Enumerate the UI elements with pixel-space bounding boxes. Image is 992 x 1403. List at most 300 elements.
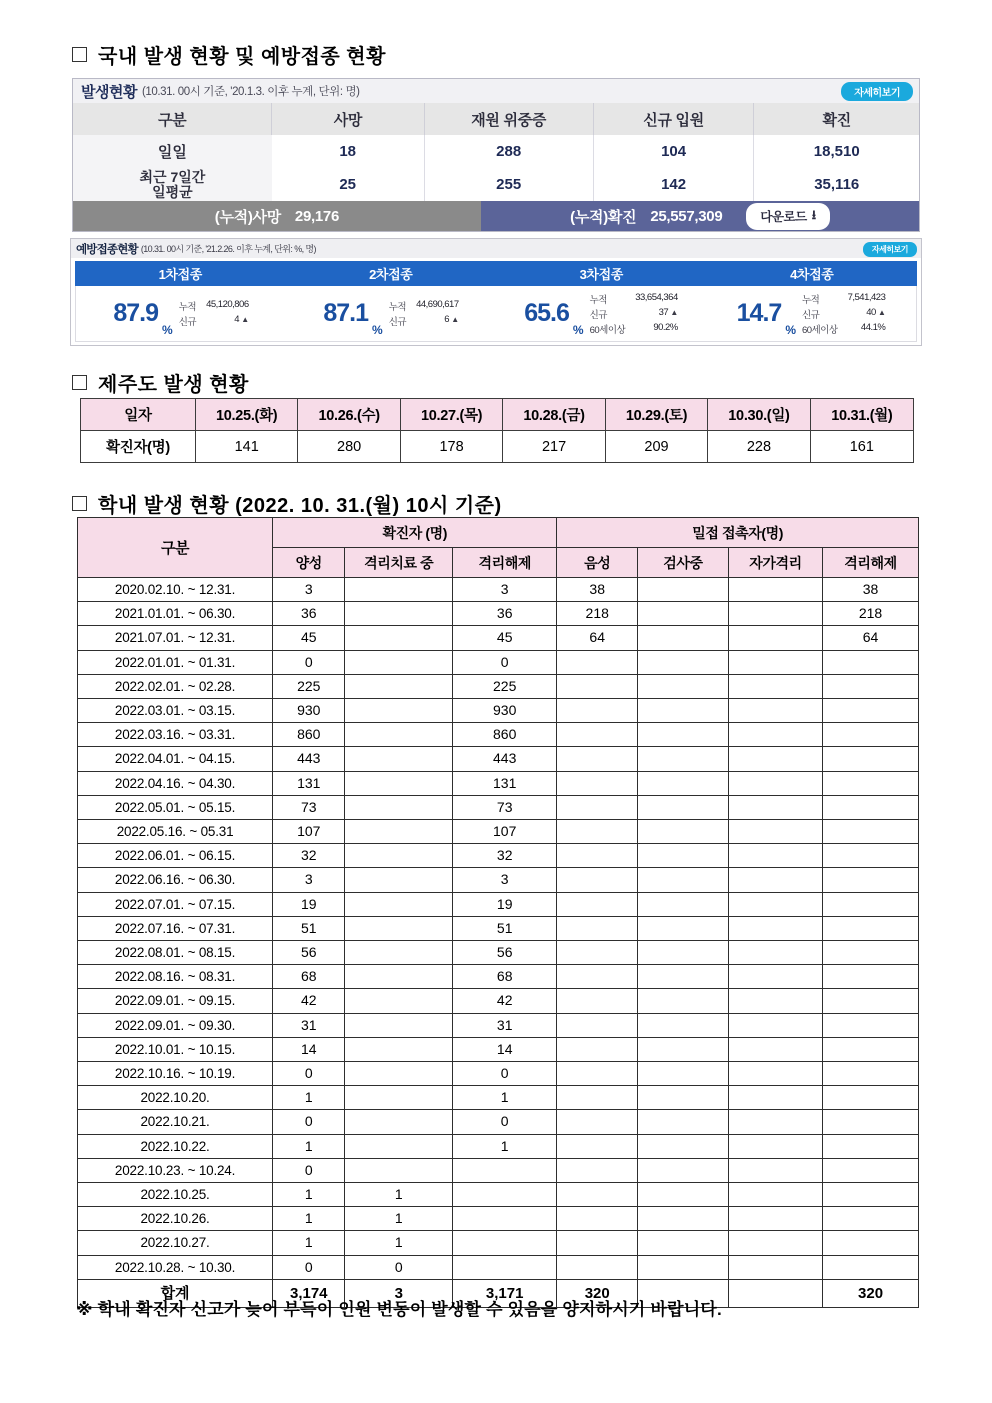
campus-row-positive: 0 (273, 1255, 345, 1279)
vaccination-dose-3-cell (496, 286, 706, 341)
campus-row-positive: 45 (273, 626, 345, 650)
table-row (78, 602, 919, 626)
campus-row-self-quarantine (728, 1158, 822, 1182)
occurrence-row-weekavg-label (73, 168, 272, 201)
campus-row-released: 3 (453, 868, 557, 892)
section-heading-campus-label: 학내 발생 현황 (2022. 10. 31.(월) 10시 기준) (98, 495, 502, 517)
table-row (78, 626, 919, 650)
campus-row-contact-released (823, 868, 919, 892)
vaccination-dose-3-over60-label: 60세이상 (589, 324, 626, 336)
campus-row-positive: 3 (273, 578, 345, 602)
campus-row-testing (638, 868, 729, 892)
campus-row-negative (557, 916, 638, 940)
campus-row-in-treatment (345, 844, 453, 868)
campus-row-negative (557, 674, 638, 698)
campus-row-testing (638, 1158, 729, 1182)
table-row (78, 989, 919, 1013)
campus-row-in-treatment (345, 650, 453, 674)
campus-row-released (453, 1183, 557, 1207)
occurrence-table (73, 103, 919, 201)
table-row (78, 820, 919, 844)
campus-row-contact-released (823, 1110, 919, 1134)
campus-row-positive: 1 (273, 1134, 345, 1158)
campus-row-period: 2021.07.01. ~ 12.31. (78, 626, 273, 650)
table-row (78, 1207, 919, 1231)
campus-col-self-quarantine: 자가격리 (728, 548, 822, 578)
campus-row-positive: 930 (273, 699, 345, 723)
vaccination-dose-header-row (75, 261, 917, 286)
campus-row-period: 2022.03.01. ~ 03.15. (78, 699, 273, 723)
campus-row-positive: 19 (273, 892, 345, 916)
campus-row-released: 3 (453, 578, 557, 602)
table-row (78, 674, 919, 698)
campus-total-negative: 320 (557, 1279, 638, 1307)
section-heading-jeju-label: 제주도 발생 현황 (98, 374, 249, 396)
campus-row-released: 225 (453, 674, 557, 698)
campus-row-self-quarantine (728, 965, 822, 989)
campus-row-in-treatment (345, 989, 453, 1013)
campus-row-self-quarantine (728, 1134, 822, 1158)
campus-row-period: 2022.10.22. (78, 1134, 273, 1158)
download-button[interactable] (746, 203, 829, 230)
campus-row-testing (638, 1183, 729, 1207)
campus-row-period: 2022.10.25. (78, 1183, 273, 1207)
occurrence-row-weekavg-label-line2: 일평균 (152, 183, 193, 200)
campus-row-negative (557, 795, 638, 819)
campus-row-contact-released: 218 (823, 602, 919, 626)
campus-row-period: 2022.06.16. ~ 06.30. (78, 868, 273, 892)
campus-row-released: 14 (453, 1037, 557, 1061)
campus-row-positive: 0 (273, 1110, 345, 1134)
campus-row-contact-released (823, 844, 919, 868)
table-row (78, 941, 919, 965)
campus-row-testing (638, 1013, 729, 1037)
campus-total-self-quarantine (728, 1279, 822, 1307)
campus-row-testing (638, 578, 729, 602)
campus-row-released: 32 (453, 844, 557, 868)
vaccination-dose-4-new-value: 40 ▲ (866, 306, 886, 318)
table-row (78, 1158, 919, 1182)
campus-row-released: 68 (453, 965, 557, 989)
campus-col-in-treatment: 격리치료 중 (345, 548, 453, 578)
occurrence-row-weekavg-label-line1: 최근 7일간 (139, 168, 206, 185)
up-triangle-icon: ▲ (241, 315, 249, 324)
campus-row-negative (557, 1231, 638, 1255)
campus-row-self-quarantine (728, 1183, 822, 1207)
vaccination-dose-3-cumulative-label: 누적 (589, 294, 607, 306)
campus-row-positive: 31 (273, 1013, 345, 1037)
cumulative-death-value: 29,176 (294, 207, 339, 225)
campus-row-self-quarantine (728, 892, 822, 916)
vaccination-dose-3-header: 3차접종 (579, 267, 623, 282)
campus-row-negative: 64 (557, 626, 638, 650)
campus-row-positive: 42 (273, 989, 345, 1013)
campus-row-period: 2022.10.16. ~ 10.19. (78, 1062, 273, 1086)
campus-row-released: 56 (453, 941, 557, 965)
vaccination-dose-4-over60-label: 60세이상 (801, 324, 838, 336)
jeju-date-1: 10.26.(수) (298, 399, 400, 431)
campus-row-in-treatment (345, 771, 453, 795)
campus-row-self-quarantine (728, 1110, 822, 1134)
campus-row-negative (557, 820, 638, 844)
campus-row-testing (638, 1062, 729, 1086)
campus-row-contact-released (823, 916, 919, 940)
vaccination-dose-2-cumulative-value: 44,690,617 (416, 299, 459, 310)
jeju-count-5: 228 (708, 431, 810, 463)
occurrence-footer (73, 201, 919, 231)
campus-row-period: 2022.10.20. (78, 1086, 273, 1110)
campus-row-testing (638, 844, 729, 868)
campus-row-contact-released (823, 1207, 919, 1231)
campus-row-testing (638, 1207, 729, 1231)
occurrence-row-weekavg-death: 25 (272, 168, 424, 201)
occurrence-row-daily-admitted: 104 (593, 135, 754, 168)
campus-row-period: 2022.04.16. ~ 04.30. (78, 771, 273, 795)
vaccination-dose-2-pct: 87.1 (323, 299, 369, 327)
cumulative-confirmed-block (481, 201, 919, 231)
campus-row-testing (638, 965, 729, 989)
campus-row-self-quarantine (728, 771, 822, 795)
jeju-date-row (81, 399, 914, 431)
occurrence-col-confirmed: 확진 (754, 103, 919, 135)
campus-row-self-quarantine (728, 1037, 822, 1061)
campus-row-positive: 68 (273, 965, 345, 989)
campus-row-negative (557, 1062, 638, 1086)
vaccination-dose-2-pct-sign: % (372, 323, 383, 337)
vaccination-dose-1-stats (179, 299, 249, 328)
campus-row-testing (638, 626, 729, 650)
table-row (78, 578, 919, 602)
campus-row-contact-released (823, 1134, 919, 1158)
campus-row-in-treatment (345, 1086, 453, 1110)
campus-row-in-treatment: 0 (345, 1255, 453, 1279)
table-row (78, 1013, 919, 1037)
campus-row-in-treatment (345, 965, 453, 989)
campus-row-positive: 1 (273, 1086, 345, 1110)
campus-row-negative (557, 771, 638, 795)
campus-row-negative (557, 1134, 638, 1158)
vaccination-dose-1-pct: 87.9 (113, 299, 159, 327)
vaccination-dose-2-stats (389, 299, 459, 328)
vaccination-titlebar (71, 239, 921, 258)
table-row (78, 1062, 919, 1086)
campus-row-self-quarantine (728, 578, 822, 602)
table-row (78, 868, 919, 892)
jeju-date-4: 10.29.(토) (605, 399, 707, 431)
vaccination-dose-3-new-value: 37 ▲ (658, 306, 678, 318)
section-heading-campus (72, 489, 502, 518)
occurrence-row-weekavg-confirmed: 35,116 (754, 168, 919, 201)
campus-total-released: 3,171 (453, 1279, 557, 1307)
campus-row-negative (557, 1207, 638, 1231)
campus-row-period: 2022.09.01. ~ 09.30. (78, 1013, 273, 1037)
campus-row-period: 2022.10.23. ~ 10.24. (78, 1158, 273, 1182)
jeju-date-3: 10.28.(금) (503, 399, 605, 431)
campus-row-period: 2022.10.21. (78, 1110, 273, 1134)
jeju-count-3: 217 (503, 431, 605, 463)
occurrence-row-daily-severe: 288 (424, 135, 593, 168)
campus-row-contact-released (823, 1062, 919, 1086)
jeju-status-table (80, 398, 914, 463)
campus-row-positive: 225 (273, 674, 345, 698)
up-triangle-icon: ▲ (451, 315, 459, 324)
campus-row-in-treatment (345, 602, 453, 626)
campus-col-released: 격리해제 (453, 548, 557, 578)
table-row (78, 771, 919, 795)
jeju-date-2: 10.27.(목) (400, 399, 502, 431)
campus-row-positive: 36 (273, 602, 345, 626)
campus-row-period: 2022.05.01. ~ 05.15. (78, 795, 273, 819)
vaccination-dose-3-stats (590, 292, 678, 336)
footnote: ※ 학내 확진자 신고가 늦어 부득이 인원 변동이 발생할 수 있음을 양지하시기 바랍니다. (76, 1300, 722, 1319)
campus-row-positive: 1 (273, 1207, 345, 1231)
vaccination-dose-3-new-label: 신규 (589, 309, 607, 321)
campus-row-contact-released (823, 771, 919, 795)
campus-total-positive: 3,174 (273, 1279, 345, 1307)
download-icon: ⭳ (811, 207, 816, 222)
table-row (78, 1134, 919, 1158)
campus-row-released: 45 (453, 626, 557, 650)
campus-row-negative (557, 1013, 638, 1037)
campus-row-in-treatment (345, 747, 453, 771)
campus-col-testing: 검사중 (638, 548, 729, 578)
campus-row-positive: 0 (273, 1062, 345, 1086)
campus-row-contact-released (823, 965, 919, 989)
campus-row-released: 131 (453, 771, 557, 795)
vaccination-dose-1-header: 1차접종 (158, 267, 202, 282)
vaccination-dose-3-cumulative-value: 33,654,364 (635, 291, 678, 303)
occurrence-col-death: 사망 (272, 103, 424, 135)
vaccination-dose-4-new-label: 신규 (801, 309, 820, 321)
vaccination-dose-2-cumulative-label: 누적 (388, 302, 407, 313)
campus-row-negative (557, 844, 638, 868)
campus-row-released: 42 (453, 989, 557, 1013)
jeju-count-6: 161 (810, 431, 913, 463)
campus-row-testing (638, 892, 729, 916)
campus-row-contact-released (823, 989, 919, 1013)
campus-row-contact-released: 64 (823, 626, 919, 650)
occurrence-col-admitted: 신규 입원 (593, 103, 754, 135)
campus-row-period: 2022.05.16. ~ 05.31 (78, 820, 273, 844)
campus-row-in-treatment (345, 1110, 453, 1134)
campus-row-in-treatment (345, 916, 453, 940)
occurrence-row-daily-death: 18 (272, 135, 424, 168)
vaccination-subtitle: (10.31. 00시 기준, '21.2.26. 이후 누계, 단위: %, 명) (140, 244, 316, 254)
campus-row-negative (557, 989, 638, 1013)
campus-row-period: 2022.10.01. ~ 10.15. (78, 1037, 273, 1061)
campus-row-contact-released (823, 892, 919, 916)
vaccination-dose-1-cumulative-value: 45,120,806 (206, 299, 249, 310)
vaccination-dose-2-header: 2차접종 (369, 267, 413, 282)
up-triangle-icon: ▲ (877, 307, 886, 317)
campus-row-positive: 32 (273, 844, 345, 868)
campus-row-released (453, 1255, 557, 1279)
campus-row-released: 1 (453, 1134, 557, 1158)
campus-row-negative (557, 892, 638, 916)
campus-row-period: 2022.06.01. ~ 06.15. (78, 844, 273, 868)
vaccination-dose-4-cell (706, 286, 916, 341)
campus-row-contact-released (823, 941, 919, 965)
campus-row-testing (638, 916, 729, 940)
vaccination-dose-4-over60-value: 44.1% (860, 321, 886, 333)
campus-row-contact-released (823, 650, 919, 674)
campus-row-released: 73 (453, 795, 557, 819)
table-row (78, 1110, 919, 1134)
campus-row-period: 2022.10.27. (78, 1231, 273, 1255)
campus-row-negative (557, 1183, 638, 1207)
campus-row-testing (638, 699, 729, 723)
campus-row-self-quarantine (728, 795, 822, 819)
campus-row-released: 19 (453, 892, 557, 916)
campus-total-in-treatment: 3 (345, 1279, 453, 1307)
vaccination-dose-4-cumulative-label: 누적 (801, 294, 820, 306)
campus-row-self-quarantine (728, 699, 822, 723)
campus-row-in-treatment (345, 1158, 453, 1182)
vaccination-dose-1-cumulative-label: 누적 (178, 302, 197, 313)
campus-row-released: 0 (453, 650, 557, 674)
vaccination-dose-1-pct-sign: % (162, 323, 173, 337)
campus-row-in-treatment (345, 795, 453, 819)
campus-row-testing (638, 941, 729, 965)
campus-table-body (78, 578, 919, 1308)
jeju-row-header-count: 확진자(명) (81, 431, 196, 463)
campus-row-released (453, 1207, 557, 1231)
campus-row-testing (638, 771, 729, 795)
campus-row-released: 107 (453, 820, 557, 844)
vaccination-dose-body-row (75, 286, 917, 342)
campus-row-period: 2022.08.16. ~ 08.31. (78, 965, 273, 989)
occurrence-row-weekavg-severe: 255 (424, 168, 593, 201)
campus-row-contact-released (823, 795, 919, 819)
campus-row-released: 860 (453, 723, 557, 747)
campus-row-self-quarantine (728, 674, 822, 698)
campus-row-in-treatment (345, 626, 453, 650)
jeju-date-5: 10.30.(일) (708, 399, 810, 431)
checkbox-icon (72, 375, 87, 390)
vaccination-dose-1-new-label: 신규 (178, 317, 197, 328)
campus-row-self-quarantine (728, 941, 822, 965)
campus-row-testing (638, 723, 729, 747)
campus-row-testing (638, 820, 729, 844)
campus-row-negative (557, 723, 638, 747)
campus-row-released: 31 (453, 1013, 557, 1037)
table-row (78, 1255, 919, 1279)
vaccination-status-widget (70, 238, 922, 346)
campus-row-period: 2022.02.01. ~ 02.28. (78, 674, 273, 698)
campus-row-negative (557, 1086, 638, 1110)
jeju-count-0: 141 (195, 431, 297, 463)
section-heading-domestic (72, 40, 386, 69)
campus-row-self-quarantine (728, 626, 822, 650)
jeju-count-row (81, 431, 914, 463)
campus-row-in-treatment (345, 1134, 453, 1158)
campus-row-contact-released (823, 674, 919, 698)
campus-row-negative: 38 (557, 578, 638, 602)
vaccination-dose-1-new-value: 4 ▲ (234, 314, 249, 325)
campus-row-in-treatment (345, 1013, 453, 1037)
campus-row-period: 2022.10.28. ~ 10.30. (78, 1255, 273, 1279)
campus-row-testing (638, 989, 729, 1013)
campus-row-testing (638, 602, 729, 626)
campus-row-negative: 218 (557, 602, 638, 626)
section-heading-domestic-label: 국내 발생 현황 및 예방접종 현황 (98, 46, 386, 68)
occurrence-title: 발생현황 (81, 83, 137, 101)
campus-row-self-quarantine (728, 868, 822, 892)
campus-total-label: 합계 (78, 1279, 273, 1307)
table-row (78, 1183, 919, 1207)
campus-row-positive: 73 (273, 795, 345, 819)
campus-row-testing (638, 674, 729, 698)
campus-row-released: 36 (453, 602, 557, 626)
vaccination-dose-2-new-label: 신규 (388, 317, 407, 328)
campus-row-testing (638, 795, 729, 819)
campus-row-positive: 1 (273, 1231, 345, 1255)
campus-row-self-quarantine (728, 602, 822, 626)
campus-row-positive: 443 (273, 747, 345, 771)
campus-row-positive: 131 (273, 771, 345, 795)
vaccination-dose-4-pct-sign: % (785, 323, 796, 337)
table-row (78, 699, 919, 723)
campus-row-released: 1 (453, 1086, 557, 1110)
occurrence-row-weekavg (73, 168, 919, 201)
campus-row-contact-released (823, 699, 919, 723)
up-triangle-icon: ▲ (670, 307, 678, 317)
campus-row-period: 2022.01.01. ~ 01.31. (78, 650, 273, 674)
campus-row-self-quarantine (728, 989, 822, 1013)
vaccination-dose-3-pct-sign: % (572, 323, 584, 337)
campus-row-in-treatment: 1 (345, 1183, 453, 1207)
campus-row-self-quarantine (728, 747, 822, 771)
campus-row-in-treatment: 1 (345, 1207, 453, 1231)
campus-row-self-quarantine (728, 1255, 822, 1279)
table-row (78, 1037, 919, 1061)
table-row (78, 723, 919, 747)
campus-row-released: 51 (453, 916, 557, 940)
campus-row-testing (638, 747, 729, 771)
campus-row-self-quarantine (728, 820, 822, 844)
table-row (78, 844, 919, 868)
campus-row-released: 930 (453, 699, 557, 723)
table-row (78, 916, 919, 940)
campus-row-contact-released (823, 723, 919, 747)
vaccination-dose-2-cell (286, 286, 496, 341)
cumulative-confirmed-value: 25,557,309 (650, 207, 723, 225)
campus-row-released (453, 1231, 557, 1255)
campus-row-self-quarantine (728, 1062, 822, 1086)
occurrence-detail-button[interactable]: 자세히보기 (841, 82, 913, 101)
campus-row-period: 2022.09.01. ~ 09.15. (78, 989, 273, 1013)
campus-row-in-treatment (345, 674, 453, 698)
jeju-row-header-date: 일자 (81, 399, 196, 431)
download-button-label: 다운로드 (760, 210, 807, 224)
vaccination-dose-4-pct: 14.7 (736, 299, 782, 327)
occurrence-row-weekavg-admitted: 142 (593, 168, 754, 201)
occurrence-row-daily (73, 135, 919, 168)
vaccination-detail-button[interactable]: 자세히보기 (863, 242, 917, 257)
vaccination-dose-3-pct: 65.6 (524, 299, 569, 327)
campus-row-in-treatment (345, 578, 453, 602)
checkbox-icon (72, 47, 87, 62)
campus-row-self-quarantine (728, 650, 822, 674)
campus-row-contact-released (823, 1158, 919, 1182)
campus-row-contact-released (823, 1231, 919, 1255)
campus-row-period: 2021.01.01. ~ 06.30. (78, 602, 273, 626)
campus-row-self-quarantine (728, 1086, 822, 1110)
campus-row-positive: 0 (273, 1158, 345, 1182)
campus-row-negative (557, 1158, 638, 1182)
campus-row-period: 2022.07.16. ~ 07.31. (78, 916, 273, 940)
campus-row-positive: 3 (273, 868, 345, 892)
